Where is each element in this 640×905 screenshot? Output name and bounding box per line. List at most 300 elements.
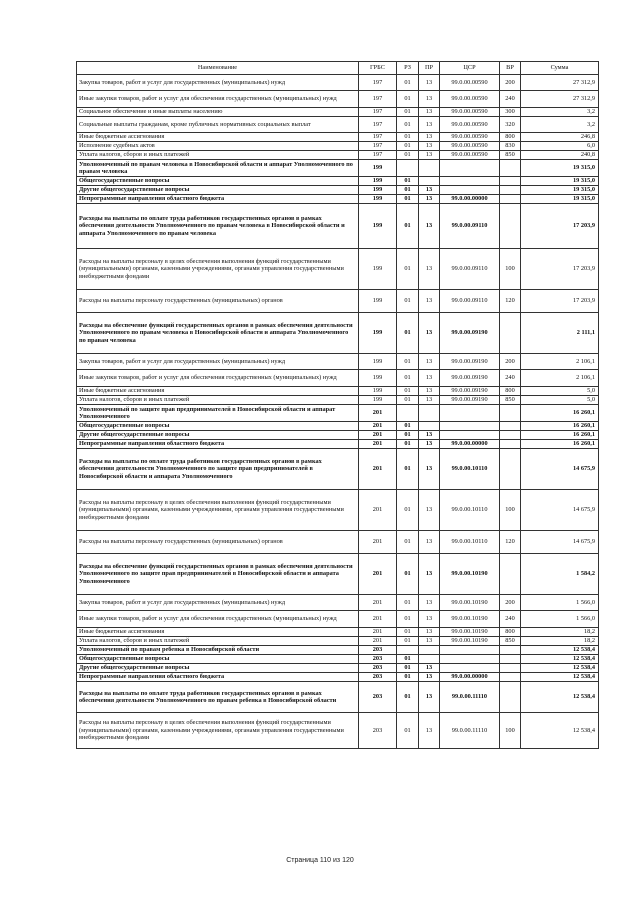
cell-vr: 100 [500,713,521,749]
cell-rz: 01 [397,117,419,133]
cell-rz: 01 [397,628,419,637]
cell-vr [500,177,521,186]
table-row [77,177,599,186]
cell-vr: 120 [500,531,521,554]
table-row [77,628,599,637]
table-row [77,108,599,117]
cell-sum: 5,0 [521,387,599,396]
cell-pr: 13 [419,449,440,490]
cell-rz: 01 [397,354,419,370]
cell-sum: 17 203,9 [521,290,599,313]
cell-name: Другие общегосударственные вопросы [77,431,359,440]
cell-sum: 246,8 [521,133,599,142]
cell-csr: 99.0.00.00590 [440,75,500,91]
cell-sum: 12 538,4 [521,713,599,749]
cell-csr: 99.0.00.09190 [440,370,500,387]
cell-csr: 99.0.00.00000 [440,673,500,682]
cell-name: Общегосударственные вопросы [77,422,359,431]
cell-pr: 13 [419,554,440,595]
cell-rz [397,160,419,177]
cell-sum: 17 203,9 [521,204,599,249]
cell-vr: 800 [500,133,521,142]
cell-grbs: 201 [359,449,397,490]
table-row [77,646,599,655]
cell-pr: 13 [419,713,440,749]
cell-vr: 200 [500,354,521,370]
table-body [77,75,599,749]
cell-rz: 01 [397,490,419,531]
table-row [77,449,599,490]
table-row [77,142,599,151]
cell-pr: 13 [419,117,440,133]
cell-rz: 01 [397,108,419,117]
cell-rz: 01 [397,713,419,749]
cell-grbs: 201 [359,531,397,554]
cell-vr: 240 [500,370,521,387]
cell-name: Расходы на выплаты персоналу в целях обеспечения выполнения функций государственными (муниципальными) органами, казенными учреждениями, органами управления государственными внебюджетными фондами [77,249,359,290]
cell-vr [500,646,521,655]
cell-pr [419,177,440,186]
cell-name: Расходы на выплаты по оплате труда работников государственных органов в рамках обеспечения деятельности Уполномоченного по защите прав предпринимателей в Новосибирской области и аппарата Уполномоченного [77,449,359,490]
header-sum: Сумма [521,62,599,75]
cell-csr: 99.0.00.11110 [440,682,500,713]
cell-rz: 01 [397,396,419,405]
page-number: Страница 110 из 120 [286,857,354,864]
cell-name: Иные бюджетные ассигнования [77,628,359,637]
table-row [77,664,599,673]
cell-pr: 13 [419,186,440,195]
cell-sum: 27 312,9 [521,75,599,91]
budget-page [76,61,598,749]
cell-pr: 13 [419,396,440,405]
table-row [77,490,599,531]
cell-name: Уплата налогов, сборов и иных платежей [77,396,359,405]
cell-csr: 99.0.00.09190 [440,354,500,370]
cell-csr: 99.0.00.09190 [440,396,500,405]
cell-grbs: 199 [359,387,397,396]
table-row [77,431,599,440]
cell-name: Уплата налогов, сборов и иных платежей [77,637,359,646]
cell-name: Закупка товаров, работ и услуг для государственных (муниципальных) нужд [77,75,359,91]
table-row [77,655,599,664]
table-row [77,440,599,449]
cell-vr [500,554,521,595]
cell-vr: 240 [500,611,521,628]
cell-name: Расходы на выплаты персоналу в целях обеспечения выполнения функций государственными (муниципальными) органами, казенными учреждениями, органами управления государственными внебюджетными фондами [77,490,359,531]
cell-csr: 99.0.00.09110 [440,204,500,249]
cell-csr: 99.0.00.00590 [440,142,500,151]
cell-rz: 01 [397,449,419,490]
cell-name: Уполномоченный по защите прав предпринимателей в Новосибирской области и аппарат Уполномоченного [77,405,359,422]
cell-vr: 240 [500,91,521,108]
cell-pr: 13 [419,682,440,713]
cell-name: Уполномоченный по правам ребенка в Новосибирской области [77,646,359,655]
budget-table [76,61,599,749]
cell-grbs: 197 [359,151,397,160]
cell-vr [500,204,521,249]
cell-pr: 13 [419,664,440,673]
cell-rz: 01 [397,531,419,554]
cell-name: Иные бюджетные ассигнования [77,133,359,142]
cell-rz [397,405,419,422]
header-grbs: ГРБС [359,62,397,75]
cell-csr [440,664,500,673]
cell-grbs: 201 [359,611,397,628]
cell-pr: 13 [419,142,440,151]
cell-name: Непрограммные направления областного бюджета [77,195,359,204]
cell-csr: 99.0.00.10110 [440,531,500,554]
cell-vr: 850 [500,151,521,160]
cell-sum: 16 260,1 [521,431,599,440]
cell-csr [440,186,500,195]
cell-pr: 13 [419,151,440,160]
cell-sum: 12 538,4 [521,655,599,664]
cell-grbs: 197 [359,133,397,142]
cell-rz: 01 [397,387,419,396]
cell-csr: 99.0.00.09110 [440,290,500,313]
cell-sum: 5,0 [521,396,599,405]
cell-grbs: 203 [359,664,397,673]
cell-csr: 99.0.00.00000 [440,440,500,449]
cell-sum: 14 675,9 [521,531,599,554]
cell-rz: 01 [397,249,419,290]
table-row [77,204,599,249]
cell-rz: 01 [397,75,419,91]
cell-csr: 99.0.00.00590 [440,151,500,160]
cell-grbs: 197 [359,142,397,151]
cell-sum: 1 566,0 [521,595,599,611]
cell-grbs: 201 [359,628,397,637]
cell-rz: 01 [397,313,419,354]
cell-rz: 01 [397,595,419,611]
header-csr: ЦСР [440,62,500,75]
cell-name: Уплата налогов, сборов и иных платежей [77,151,359,160]
cell-csr: 99.0.00.10110 [440,449,500,490]
cell-grbs: 199 [359,370,397,387]
cell-sum: 12 538,4 [521,682,599,713]
table-row [77,160,599,177]
cell-csr: 99.0.00.00590 [440,91,500,108]
cell-rz: 01 [397,133,419,142]
cell-sum: 19 315,0 [521,160,599,177]
table-row [77,595,599,611]
cell-vr [500,664,521,673]
cell-grbs: 201 [359,440,397,449]
cell-name: Социальные выплаты гражданам, кроме публичных нормативных социальных выплат [77,117,359,133]
cell-pr: 13 [419,75,440,91]
cell-sum: 1 584,2 [521,554,599,595]
cell-pr: 13 [419,490,440,531]
cell-vr [500,422,521,431]
cell-grbs: 199 [359,177,397,186]
cell-vr [500,431,521,440]
cell-sum: 14 675,9 [521,490,599,531]
cell-pr [419,422,440,431]
table-row [77,637,599,646]
cell-csr: 99.0.00.00590 [440,117,500,133]
header-name: Наименование [77,62,359,75]
cell-grbs: 201 [359,595,397,611]
cell-pr: 13 [419,628,440,637]
cell-vr: 120 [500,290,521,313]
cell-grbs: 201 [359,422,397,431]
header-rz: РЗ [397,62,419,75]
cell-rz: 01 [397,186,419,195]
cell-vr: 200 [500,595,521,611]
header-vr: ВР [500,62,521,75]
cell-csr [440,655,500,664]
cell-sum: 12 538,4 [521,664,599,673]
table-row [77,396,599,405]
cell-vr: 850 [500,637,521,646]
table-row [77,117,599,133]
table-row [77,186,599,195]
cell-csr: 99.0.00.09190 [440,387,500,396]
cell-csr: 99.0.00.10110 [440,490,500,531]
table-row [77,91,599,108]
cell-pr: 13 [419,595,440,611]
cell-grbs: 197 [359,91,397,108]
cell-name: Расходы на выплаты персоналу в целях обеспечения выполнения функций государственными (муниципальными) органами, казенными учреждениями, органами управления государственными внебюджетными фондами [77,713,359,749]
table-row [77,387,599,396]
cell-sum: 240,8 [521,151,599,160]
cell-pr [419,160,440,177]
cell-name: Расходы на выплаты по оплате труда работников государственных органов в рамках обеспечения деятельности Уполномоченного по правам ребенка в Новосибирской области [77,682,359,713]
cell-pr: 13 [419,673,440,682]
cell-pr: 13 [419,531,440,554]
cell-sum: 3,2 [521,108,599,117]
cell-grbs: 199 [359,204,397,249]
cell-sum: 3,2 [521,117,599,133]
cell-grbs: 199 [359,354,397,370]
table-row [77,682,599,713]
cell-vr: 320 [500,117,521,133]
cell-pr: 13 [419,354,440,370]
cell-sum: 2 111,1 [521,313,599,354]
cell-csr: 99.0.00.00590 [440,108,500,117]
cell-pr: 13 [419,637,440,646]
cell-vr [500,673,521,682]
cell-name: Общегосударственные вопросы [77,177,359,186]
header-pr: ПР [419,62,440,75]
cell-csr [440,160,500,177]
cell-grbs: 203 [359,646,397,655]
cell-pr: 13 [419,133,440,142]
cell-rz: 01 [397,177,419,186]
cell-name: Иные закупки товаров, работ и услуг для обеспечения государственных (муниципальных) нужд [77,370,359,387]
cell-grbs: 201 [359,554,397,595]
cell-csr: 99.0.00.10190 [440,628,500,637]
cell-name: Расходы на выплаты персоналу государственных (муниципальных) органов [77,290,359,313]
cell-rz: 01 [397,637,419,646]
cell-vr [500,313,521,354]
cell-sum: 6,0 [521,142,599,151]
cell-rz [397,646,419,655]
cell-pr [419,405,440,422]
cell-sum: 19 315,0 [521,186,599,195]
cell-rz: 01 [397,554,419,595]
cell-vr: 800 [500,387,521,396]
cell-pr: 13 [419,91,440,108]
cell-vr: 830 [500,142,521,151]
cell-name: Социальное обеспечение и иные выплаты населению [77,108,359,117]
cell-grbs: 199 [359,195,397,204]
cell-vr: 300 [500,108,521,117]
table-row [77,405,599,422]
table-row [77,354,599,370]
cell-sum: 12 538,4 [521,646,599,655]
table-row [77,713,599,749]
cell-grbs: 203 [359,682,397,713]
cell-sum: 19 315,0 [521,177,599,186]
cell-name: Иные закупки товаров, работ и услуг для обеспечения государственных (муниципальных) нужд [77,611,359,628]
cell-csr: 99.0.00.10190 [440,554,500,595]
cell-name: Исполнение судебных актов [77,142,359,151]
cell-grbs: 199 [359,249,397,290]
cell-pr: 13 [419,249,440,290]
cell-rz: 01 [397,151,419,160]
table-row [77,422,599,431]
cell-name: Другие общегосударственные вопросы [77,186,359,195]
cell-vr [500,449,521,490]
cell-name: Иные закупки товаров, работ и услуг для обеспечения государственных (муниципальных) нужд [77,91,359,108]
cell-sum: 19 315,0 [521,195,599,204]
cell-vr [500,195,521,204]
cell-csr: 99.0.00.09190 [440,313,500,354]
cell-vr [500,405,521,422]
cell-rz: 01 [397,370,419,387]
cell-csr [440,177,500,186]
cell-name: Расходы на выплаты по оплате труда работников государственных органов в рамках обеспечения деятельности Уполномоченного по правам человека в Новосибирской области и аппарата Уполномоченного по правам человека [77,204,359,249]
cell-grbs: 197 [359,75,397,91]
cell-sum: 1 566,0 [521,611,599,628]
cell-csr [440,422,500,431]
cell-vr [500,655,521,664]
cell-vr [500,160,521,177]
cell-pr: 13 [419,204,440,249]
cell-sum: 18,2 [521,637,599,646]
cell-pr: 13 [419,387,440,396]
table-row [77,370,599,387]
table-row [77,133,599,142]
cell-name: Уполномоченный по правам человека в Новосибирской области и аппарат Уполномоченного по правам человека [77,160,359,177]
cell-grbs: 197 [359,117,397,133]
cell-grbs: 199 [359,313,397,354]
cell-vr: 200 [500,75,521,91]
cell-rz: 01 [397,204,419,249]
table-row [77,195,599,204]
cell-grbs: 203 [359,655,397,664]
cell-pr: 13 [419,313,440,354]
cell-grbs: 201 [359,431,397,440]
cell-pr: 13 [419,611,440,628]
cell-pr: 13 [419,370,440,387]
table-row [77,249,599,290]
cell-pr: 13 [419,195,440,204]
cell-grbs: 203 [359,713,397,749]
cell-vr [500,440,521,449]
cell-rz: 01 [397,611,419,628]
table-row [77,611,599,628]
cell-name: Непрограммные направления областного бюджета [77,673,359,682]
cell-rz: 01 [397,91,419,108]
cell-name: Закупка товаров, работ и услуг для государственных (муниципальных) нужд [77,354,359,370]
cell-csr: 99.0.00.10190 [440,595,500,611]
cell-pr [419,655,440,664]
table-header-row [77,62,599,75]
cell-rz: 01 [397,664,419,673]
cell-sum: 2 106,1 [521,370,599,387]
cell-pr [419,646,440,655]
cell-sum: 16 260,1 [521,405,599,422]
table-row [77,531,599,554]
table-row [77,673,599,682]
cell-csr: 99.0.00.00000 [440,195,500,204]
cell-name: Расходы на выплаты персоналу государственных (муниципальных) органов [77,531,359,554]
cell-grbs: 199 [359,290,397,313]
cell-name: Другие общегосударственные вопросы [77,664,359,673]
cell-rz: 01 [397,655,419,664]
cell-grbs: 199 [359,186,397,195]
cell-vr: 850 [500,396,521,405]
cell-name: Общегосударственные вопросы [77,655,359,664]
cell-rz: 01 [397,290,419,313]
cell-csr: 99.0.00.00590 [440,133,500,142]
cell-rz: 01 [397,142,419,151]
cell-rz: 01 [397,195,419,204]
cell-rz: 01 [397,422,419,431]
cell-name: Расходы на обеспечение функций государственных органов в рамках обеспечения деятельности Уполномоченного по правам человека в Новосибирской области и аппарата Уполномоченного по правам человека [77,313,359,354]
cell-csr: 99.0.00.10190 [440,611,500,628]
table-row [77,290,599,313]
cell-vr [500,682,521,713]
cell-sum: 14 675,9 [521,449,599,490]
cell-sum: 16 260,1 [521,422,599,431]
cell-pr: 13 [419,108,440,117]
cell-vr: 100 [500,490,521,531]
cell-sum: 12 538,4 [521,673,599,682]
cell-pr: 13 [419,290,440,313]
table-row [77,75,599,91]
cell-vr: 100 [500,249,521,290]
cell-name: Иные бюджетные ассигнования [77,387,359,396]
cell-grbs: 201 [359,490,397,531]
cell-csr: 99.0.00.10190 [440,637,500,646]
table-row [77,151,599,160]
cell-pr: 13 [419,431,440,440]
cell-csr: 99.0.00.11110 [440,713,500,749]
cell-grbs: 197 [359,108,397,117]
cell-csr [440,646,500,655]
table-row [77,554,599,595]
cell-rz: 01 [397,440,419,449]
cell-name: Расходы на обеспечение функций государственных органов в рамках обеспечения деятельности Уполномоченного по защите прав предпринимателей в Новосибирской области и аппарата Уполномоченного [77,554,359,595]
cell-csr: 99.0.00.09110 [440,249,500,290]
cell-name: Закупка товаров, работ и услуг для государственных (муниципальных) нужд [77,595,359,611]
cell-rz: 01 [397,431,419,440]
table-row [77,313,599,354]
cell-sum: 27 312,9 [521,91,599,108]
cell-pr: 13 [419,440,440,449]
cell-sum: 17 203,9 [521,249,599,290]
cell-csr [440,405,500,422]
cell-grbs: 201 [359,405,397,422]
cell-sum: 18,2 [521,628,599,637]
cell-vr: 800 [500,628,521,637]
cell-csr [440,431,500,440]
cell-sum: 2 106,1 [521,354,599,370]
cell-grbs: 199 [359,160,397,177]
